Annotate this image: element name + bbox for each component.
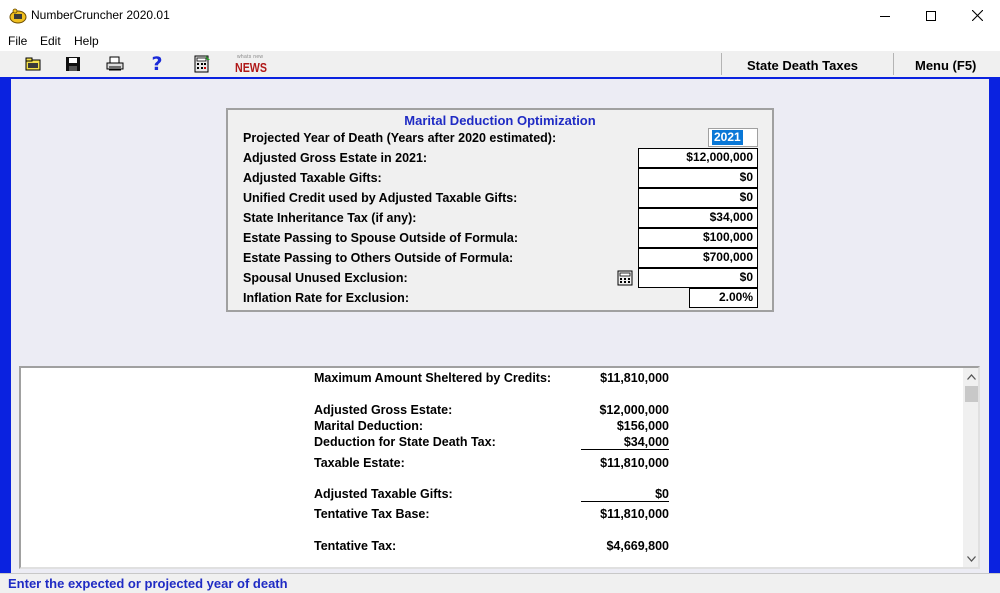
toolbar-divider [721, 53, 722, 75]
year-of-death-input[interactable] [708, 128, 758, 147]
spousal-unused-exclusion-input[interactable]: $0 [638, 268, 758, 288]
adjusted-gross-estate-input[interactable]: $12,000,000 [638, 148, 758, 168]
result-label: Marital Deduction: [314, 419, 424, 433]
chevron-down-icon [967, 556, 976, 562]
results-scrollbar[interactable] [963, 368, 980, 567]
open-folder-icon [25, 57, 41, 71]
result-label: Adjusted Gross Estate: [314, 403, 453, 417]
calculator-button[interactable] [192, 55, 212, 73]
scroll-thumb[interactable] [965, 386, 978, 402]
result-label: Taxable Estate: [314, 456, 405, 470]
chevron-up-icon [967, 374, 976, 380]
result-value: $156,000 [616, 419, 669, 433]
toolbar [0, 51, 1000, 77]
estate-to-others-input[interactable]: $700,000 [638, 248, 758, 268]
result-label: Adjusted Taxable Gifts: [314, 487, 453, 501]
help-icon: ? [151, 53, 163, 75]
menu-help[interactable]: Help [74, 34, 99, 48]
result-value: $11,810,000 [600, 456, 669, 470]
input-label: Spousal Unused Exclusion: [243, 271, 408, 285]
print-button[interactable] [105, 55, 125, 73]
title-bar [0, 0, 1000, 31]
calculator-icon[interactable] [617, 270, 633, 286]
result-value: $4,669,800 [606, 539, 669, 553]
estate-to-spouse-input[interactable]: $100,000 [638, 228, 758, 248]
result-label: Deduction for State Death Tax: [314, 435, 496, 449]
close-button[interactable] [954, 0, 1000, 31]
result-label: Tentative Tax: [314, 539, 397, 553]
news-small-text: whats new [237, 54, 264, 60]
result-label: Maximum Amount Sheltered by Credits: [314, 371, 552, 385]
save-button[interactable] [64, 55, 82, 73]
input-label: State Inheritance Tax (if any): [243, 211, 417, 225]
window-title: NumberCruncher 2020.01 [31, 8, 170, 22]
state-inheritance-tax-input[interactable]: $34,000 [638, 208, 758, 228]
minimize-icon [880, 11, 890, 21]
result-value: $11,810,000 [600, 507, 669, 521]
input-label: Adjusted Taxable Gifts: [243, 171, 382, 185]
status-text: Enter the expected or projected year of death [8, 576, 288, 591]
marital-deduction-panel [226, 108, 774, 312]
close-icon [972, 10, 983, 21]
status-bar [0, 573, 1000, 593]
year-of-death-value: 2021 [714, 130, 741, 144]
input-label: Adjusted Gross Estate in 2021: [243, 151, 428, 165]
unified-credit-input[interactable]: $0 [638, 188, 758, 208]
input-label: Estate Passing to Spouse Outside of Formula: [243, 231, 519, 245]
maximize-button[interactable] [908, 0, 954, 31]
print-icon [106, 56, 124, 72]
results-panel [19, 366, 980, 569]
result-value: $12,000,000 [599, 403, 669, 417]
help-button[interactable] [149, 55, 165, 73]
app-icon [9, 8, 27, 24]
menu-edit[interactable]: Edit [40, 34, 61, 48]
menu-bar [0, 31, 1000, 51]
input-label: Inflation Rate for Exclusion: [243, 291, 409, 305]
news-button[interactable] [234, 54, 266, 74]
section-title: State Death Taxes [747, 58, 859, 73]
scroll-down-button[interactable] [963, 550, 980, 567]
news-icon: NEWS [235, 60, 267, 75]
result-value: $34,000 [581, 435, 669, 450]
menu-f5-button[interactable]: Menu (F5) [915, 58, 977, 73]
result-value: $11,810,000 [600, 371, 669, 385]
adjusted-taxable-gifts-input[interactable]: $0 [638, 168, 758, 188]
panel-title: Marital Deduction Optimization [404, 113, 596, 128]
result-label: Tentative Tax Base: [314, 507, 430, 521]
inflation-rate-input[interactable]: 2.00% [689, 288, 758, 308]
toolbar-divider [893, 53, 894, 75]
minimize-button[interactable] [862, 0, 908, 31]
menu-file[interactable]: File [8, 34, 28, 48]
input-label: Unified Credit used by Adjusted Taxable Gifts: [243, 191, 518, 205]
scroll-up-button[interactable] [963, 368, 980, 385]
maximize-icon [926, 11, 936, 21]
input-label: Estate Passing to Others Outside of Formula: [243, 251, 514, 265]
input-label: Projected Year of Death (Years after 2020 estimated): [243, 131, 557, 145]
save-disk-icon [65, 56, 81, 72]
result-value: $0 [581, 487, 669, 502]
open-folder-button[interactable] [24, 55, 42, 73]
calculator-icon [193, 55, 211, 73]
